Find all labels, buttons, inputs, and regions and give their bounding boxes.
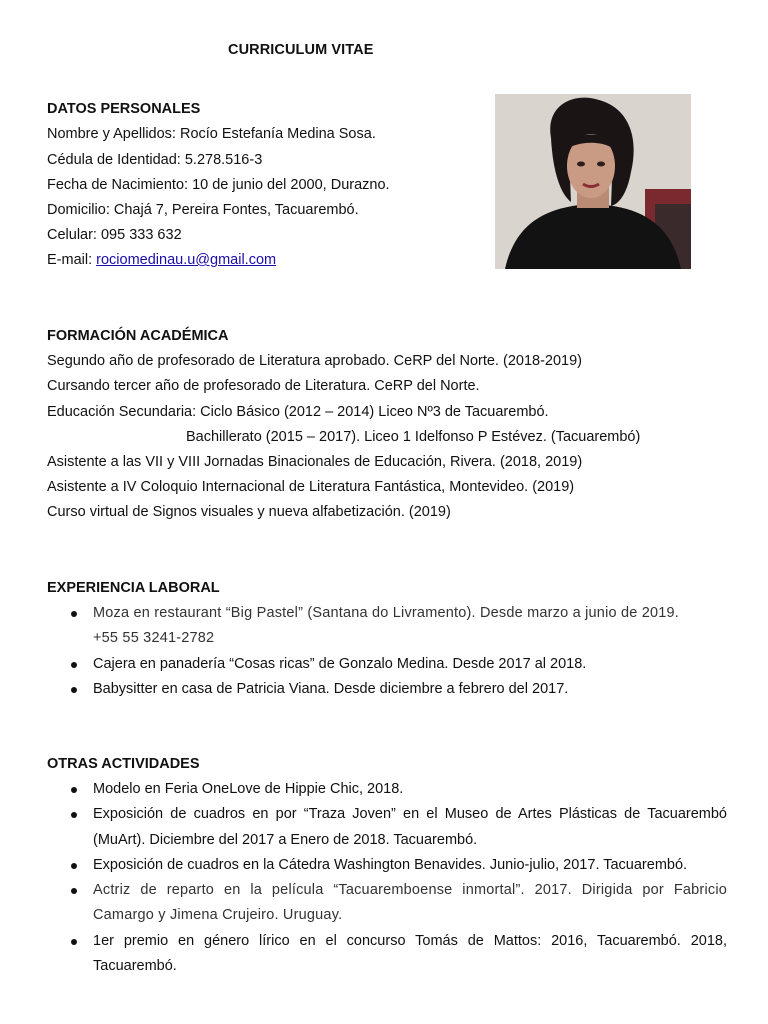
list-item [47,853,727,878]
education-heading: FORMACIÓN ACADÉMICA [47,328,229,344]
list-item [47,677,727,702]
personal-heading: DATOS PERSONALES [47,101,201,117]
document-title: CURRICULUM VITAE [228,42,374,58]
education-item: Asistente a las VII y VIII Jornadas Binacionales de Educación, Rivera. (2018, 2019) [47,454,583,470]
work-heading: EXPERIENCIA LABORAL [47,580,220,596]
other-heading: OTRAS ACTIVIDADES [47,756,200,772]
work-item-text: Babysitter en casa de Patricia Viana. Desde diciembre a febrero del 2017. [93,680,569,697]
work-list [47,601,727,702]
education-item: Bachillerato (2015 – 2017). Liceo 1 Idelfonso P Estévez. (Tacuarembó) [186,429,641,445]
education-item: Educación Secundaria: Ciclo Básico (2012 – 2014) Liceo Nº3 de Tacuarembó. [47,404,549,420]
education-item: Cursando tercer año de profesorado de Literatura. CeRP del Norte. [47,378,480,394]
email-link[interactable]: rociomedinau.u@gmail.com [96,252,277,268]
list-item [47,929,727,980]
work-item-text: Moza en restaurant “Big Pastel” (Santana do Livramento). Desde marzo a junio de 2019. +55 55 3241-2782 [93,605,680,647]
email-label: E-mail: [47,252,97,268]
other-item-text: Exposición de cuadros en por “Traza Joven” en el Museo de Artes Plásticas de Tacuarembó (MuArt). Diciembre del 2017 a Enero de 2018. Tacuarembó. [93,806,727,848]
other-item-text: Modelo en Feria OneLove de Hippie Chic, 2018. [93,781,404,797]
id-line: Cédula de Identidad: 5.278.516-3 [47,152,263,168]
list-item [47,878,727,929]
list-item [47,777,727,802]
list-item [47,652,727,677]
bullet-icon [71,888,77,894]
bullet-icon [71,812,77,818]
education-item: Asistente a IV Coloquio Internacional de Literatura Fantástica, Montevideo. (2019) [47,479,575,495]
education-item: Segundo año de profesorado de Literatura aprobado. CeRP del Norte. (2018-2019) [47,353,582,369]
bullet-icon [71,687,77,693]
bullet-icon [71,611,77,617]
profile-photo [495,94,691,269]
bullet-icon [71,863,77,869]
education-item: Curso virtual de Signos visuales y nueva alfabetización. (2019) [47,504,451,520]
bullet-icon [71,662,77,668]
birth-line: Fecha de Nacimiento: 10 de junio del 2000, Durazno. [47,177,390,193]
other-list [47,777,727,979]
other-item-text: Exposición de cuadros en la Cátedra Washington Benavides. Junio-julio, 2017. Tacuarembó. [93,856,688,873]
work-item-text: Cajera en panadería “Cosas ricas” de Gonzalo Medina. Desde 2017 al 2018. [93,655,587,672]
other-item-text: Actriz de reparto en la película “Tacuaremboense inmortal”. 2017. Dirigida por Fabricio Camargo y Jimena Crujeiro. Uruguay. [93,882,727,924]
email-line [47,252,276,268]
name-line: Nombre y Apellidos: Rocío Estefanía Medina Sosa. [47,126,376,142]
list-item [47,601,701,652]
bullet-icon [71,787,77,793]
phone-line: Celular: 095 333 632 [47,227,182,243]
list-item [47,802,727,853]
other-item-text: 1er premio en género lírico en el concurso Tomás de Mattos: 2016, Tacuarembó. 2018, Tacuarembó. [93,932,727,975]
bullet-icon [71,939,77,945]
address-line: Domicilio: Chajá 7, Pereira Fontes, Tacuarembó. [47,202,359,218]
